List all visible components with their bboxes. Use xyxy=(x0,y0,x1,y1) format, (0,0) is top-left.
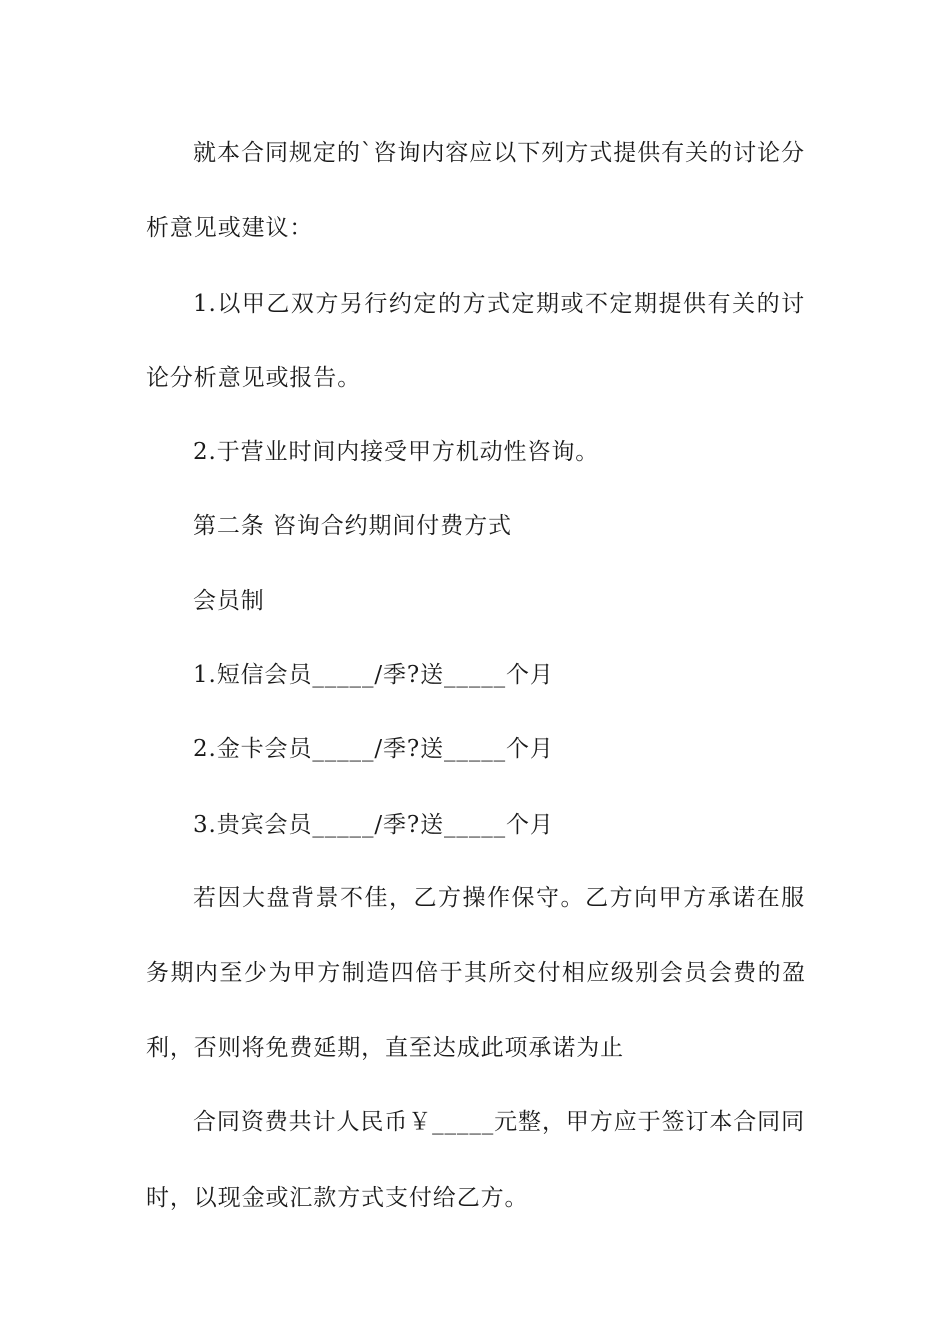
list-item: 1.短信会员_____/季?送_____个月 xyxy=(193,662,554,688)
list-item: 2.金卡会员_____/季?送_____个月 xyxy=(193,736,554,762)
paragraph-line: 会员制 xyxy=(193,588,265,614)
paragraph-line: 论分析意见或报告。 xyxy=(146,365,362,391)
paragraph-line: 务期内至少为甲方制造四倍于其所交付相应级别会员会费的盈 xyxy=(146,960,806,986)
paragraph-line: 若因大盘背景不佳，乙方操作保守。乙方向甲方承诺在服 xyxy=(193,885,805,911)
paragraph-line: 合同资费共计人民币￥_____元整，甲方应于签订本合同同 xyxy=(193,1109,805,1135)
section-heading: 第二条 咨询合约期间付费方式 xyxy=(193,513,512,539)
paragraph-line: 1.以甲乙双方另行约定的方式定期或不定期提供有关的讨 xyxy=(193,291,805,317)
paragraph-line: 2.于营业时间内接受甲方机动性咨询。 xyxy=(193,439,600,465)
paragraph-line: 利，否则将免费延期，直至达成此项承诺为止 xyxy=(146,1035,624,1061)
paragraph-line: 时，以现金或汇款方式支付给乙方。 xyxy=(146,1185,529,1211)
list-item: 3.贵宾会员_____/季?送_____个月 xyxy=(193,812,554,838)
paragraph-line: 就本合同规定的`咨询内容应以下列方式提供有关的讨论分 xyxy=(193,140,805,166)
paragraph-line: 析意见或建议： xyxy=(146,215,314,241)
